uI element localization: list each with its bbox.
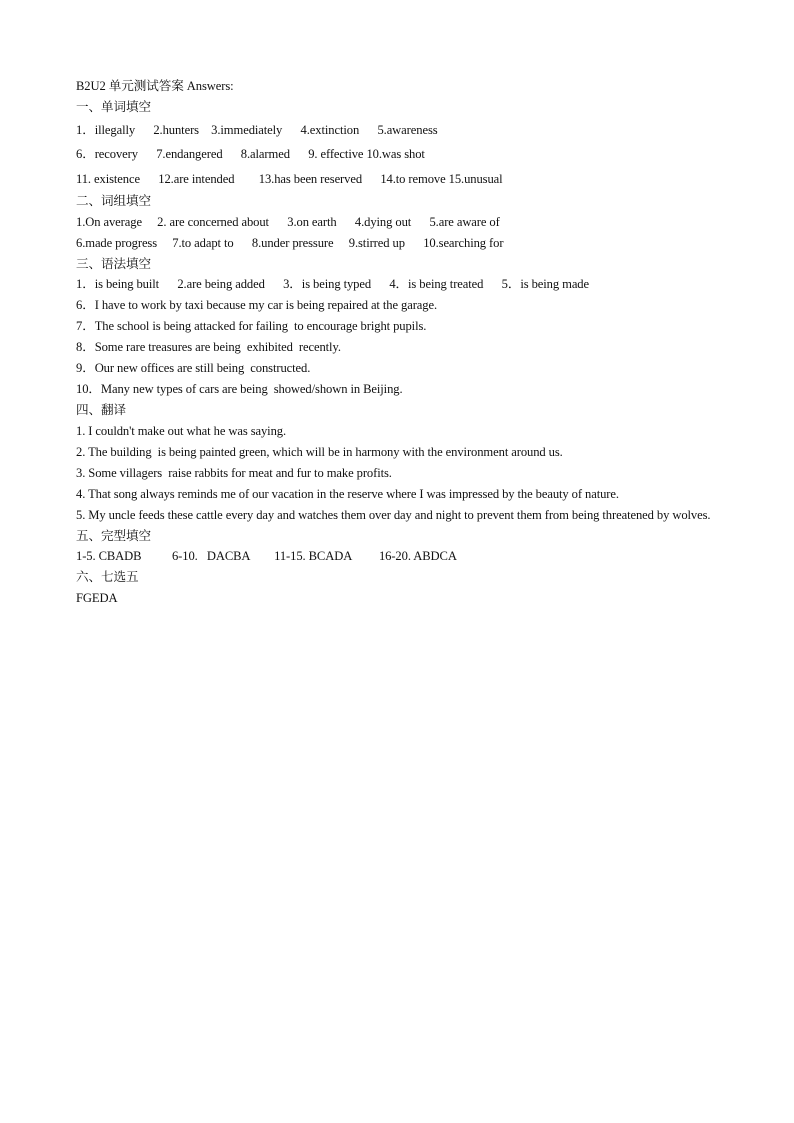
answer-line: 3. Some villagers raise rabbits for meat and fur to make profits. [76,465,392,480]
answer-line: 6．I have to work by taxi because my car is being repaired at the garage. [76,298,438,312]
answer-line: 1. I couldn't make out what he was saying. [76,423,287,438]
answer-line: 9．Our new offices are still being constructed. [76,361,311,375]
answer-line: 2. The building is being painted green, which will be in harmony with the environment around us. [76,444,563,459]
answer-document [76,76,728,609]
section-heading-cloze: 五、完型填空 [76,527,151,543]
answer-line: 1．is being built 2.are being added 3．is being typed 4．is being treated 5．is being made [76,277,589,291]
answer-line: FGEDA [76,590,118,605]
section-heading-grammar: 三、语法填空 [76,255,151,271]
answer-line: 10．Many new types of cars are being showed/shown in Beijing. [76,382,403,396]
answer-line: 1-5. CBADB 6-10. DACBA 11-15. BCADA 16-20. ABDCA [76,549,457,563]
answer-line: 8．Some rare treasures are being exhibited recently. [76,340,341,354]
section-heading-translation: 四、翻译 [76,402,126,417]
answer-line: 7．The school is being attacked for failing to encourage bright pupils. [76,319,427,333]
answer-line: 1.On average 2. are concerned about 3.on earth 4.dying out 5.are aware of [76,214,500,229]
section-heading-phrases: 二、词组填空 [76,193,151,208]
answer-line: 5. My uncle feeds these cattle every day and watches them over day and night to prevent them from being threatened by wolves. [76,507,711,522]
section-heading-seven-choose-five: 六、七选五 [76,569,139,584]
answer-line: 4. That song always reminds me of our vacation in the reserve where I was impressed by the beauty of nature. [76,486,619,501]
answer-line: 6．recovery 7.endangered 8.alarmed 9. effective 10.was shot [76,147,425,161]
answer-line: 1．illegally 2.hunters 3.immediately 4.extinction 5.awareness [76,122,438,137]
section-heading-vocabulary: 一、单词填空 [76,99,151,114]
document-title: B2U2 单元测试答案 Answers: [76,79,234,93]
answer-line: 6.made progress 7.to adapt to 8.under pressure 9.stirred up 10.searching for [76,235,504,250]
answer-line: 11. existence 12.are intended 13.has been reserved 14.to remove 15.unusual [76,171,503,186]
